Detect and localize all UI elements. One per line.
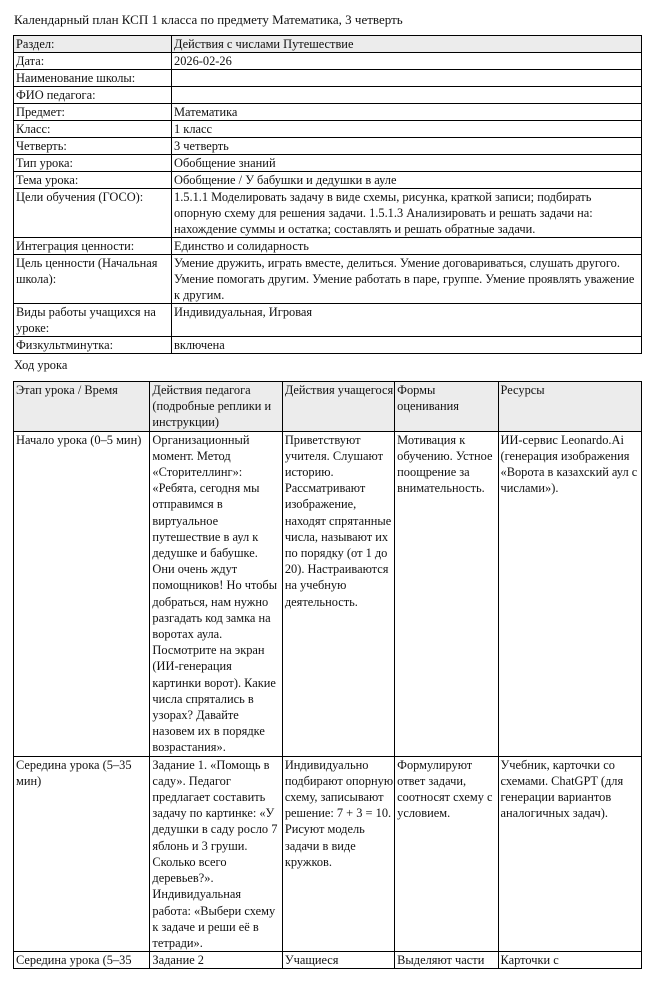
info-row [14, 255, 642, 304]
header-assessment: Формы оценивания [395, 382, 498, 432]
header-stage: Этап урока / Время [14, 382, 150, 432]
header-teacher-actions: Действия педагога (подробные реплики и инструкции) [150, 382, 282, 432]
info-label: Четверть: [14, 138, 172, 155]
lesson-plan-table [13, 381, 642, 969]
stage-cell: Середина урока (5–35 [14, 952, 150, 969]
info-value: Математика [172, 104, 642, 121]
resources-cell: Учебник, карточки со схемами. ChatGPT (для генерации вариантов аналогичных задач). [498, 756, 642, 951]
info-value: Индивидуальная, Игровая [172, 304, 642, 337]
plan-row [14, 952, 642, 969]
plan-row [14, 756, 642, 951]
info-value: Единство и солидарность [172, 238, 642, 255]
info-row [14, 138, 642, 155]
info-label: Виды работы учащихся на уроке: [14, 304, 172, 337]
info-row [14, 172, 642, 189]
info-value: Умение дружить, играть вместе, делиться. Умение договариваться, слушать другого. Умение помогать другим. Умение работать в паре, группе. Умение проявлять уважение к другим. [172, 255, 642, 304]
info-value: Обобщение знаний [172, 155, 642, 172]
info-value [172, 87, 642, 104]
header-student-actions: Действия учащегося [282, 382, 394, 432]
info-label: Дата: [14, 53, 172, 70]
assessment-cell: Выделяют части [395, 952, 498, 969]
info-row [14, 70, 642, 87]
plan-header-row [14, 382, 642, 432]
info-label: Цели обучения (ГОСО): [14, 189, 172, 238]
info-row [14, 238, 642, 255]
resources-cell: ИИ-сервис Leonardo.Ai (генерация изображения «Ворота в казахский аул с числами»). [498, 431, 642, 756]
document-title: Календарный план КСП 1 класса по предмету Математика, 3 четверть [14, 12, 403, 27]
info-label: Интеграция ценности: [14, 238, 172, 255]
plan-row [14, 431, 642, 756]
info-label: Раздел: [14, 36, 172, 53]
resources-cell: Карточки с [498, 952, 642, 969]
info-label: Тип урока: [14, 155, 172, 172]
assessment-cell: Мотивация к обучению. Устное поощрение за внимательность. [395, 431, 498, 756]
info-label: Класс: [14, 121, 172, 138]
lesson-info-table [13, 35, 642, 354]
info-value: включена [172, 337, 642, 354]
info-label: Наименование школы: [14, 70, 172, 87]
info-row [14, 189, 642, 238]
info-row [14, 155, 642, 172]
info-label: Цель ценности (Начальная школа): [14, 255, 172, 304]
info-label: ФИО педагога: [14, 87, 172, 104]
info-value: 1.5.1.1 Моделировать задачу в виде схемы, рисунка, краткой записи; подбирать опорную схему для решения задачи. 1.5.1.3 Анализировать и решать задачи на: нахождение суммы и остатка; составлять и решать обратные задачи. [172, 189, 642, 238]
lesson-progress-heading: Ход урока [14, 358, 68, 372]
info-value [172, 70, 642, 87]
info-value: Обобщение / У бабушки и дедушки в ауле [172, 172, 642, 189]
stage-cell: Начало урока (0–5 мин) [14, 431, 150, 756]
info-value: Действия с числами Путешествие [172, 36, 642, 53]
info-row [14, 121, 642, 138]
info-value: 3 четверть [172, 138, 642, 155]
info-row [14, 36, 642, 53]
teacher-actions-cell: Организационный момент. Метод «Сторителлинг»: «Ребята, сегодня мы отправимся в виртуальное путешествие в аул к дедушке и бабушке. Они очень ждут помощников! Но чтобы добраться, нам нужно разгадать код замка на воротах аула. Посмотрите на экран (ИИ-генерация картинки ворот). Какие числа спрятались в узорах? Давайте назовем их в порядке возрастания». [150, 431, 282, 756]
info-label: Предмет: [14, 104, 172, 121]
teacher-actions-cell: Задание 1. «Помощь в саду». Педагог предлагает составить задачу по картинке: «У дедушки в саду росло 7 яблонь и 3 груши. Сколько всего деревьев?». Индивидуальная работа: «Выбери схему к задаче и реши её в тетради». [150, 756, 282, 951]
info-label: Тема урока: [14, 172, 172, 189]
header-resources: Ресурсы [498, 382, 642, 432]
student-actions-cell: Индивидуально подбирают опорную схему, записывают решение: 7 + 3 = 10. Рисуют модель задачи в виде кружков. [282, 756, 394, 951]
student-actions-cell: Приветствуют учителя. Слушают историю. Рассматривают изображение, находят спрятанные числа, называют их по порядку (от 1 до 20). Настраиваются на учебную деятельность. [282, 431, 394, 756]
info-row [14, 104, 642, 121]
info-value: 2026-02-26 [172, 53, 642, 70]
info-row [14, 337, 642, 354]
teacher-actions-cell: Задание 2 [150, 952, 282, 969]
info-value: 1 класс [172, 121, 642, 138]
student-actions-cell: Учащиеся [282, 952, 394, 969]
info-row [14, 304, 642, 337]
info-row [14, 53, 642, 70]
assessment-cell: Формулируют ответ задачи, соотносят схему с условием. [395, 756, 498, 951]
info-label: Физкультминутка: [14, 337, 172, 354]
info-row [14, 87, 642, 104]
stage-cell: Середина урока (5–35 мин) [14, 756, 150, 951]
